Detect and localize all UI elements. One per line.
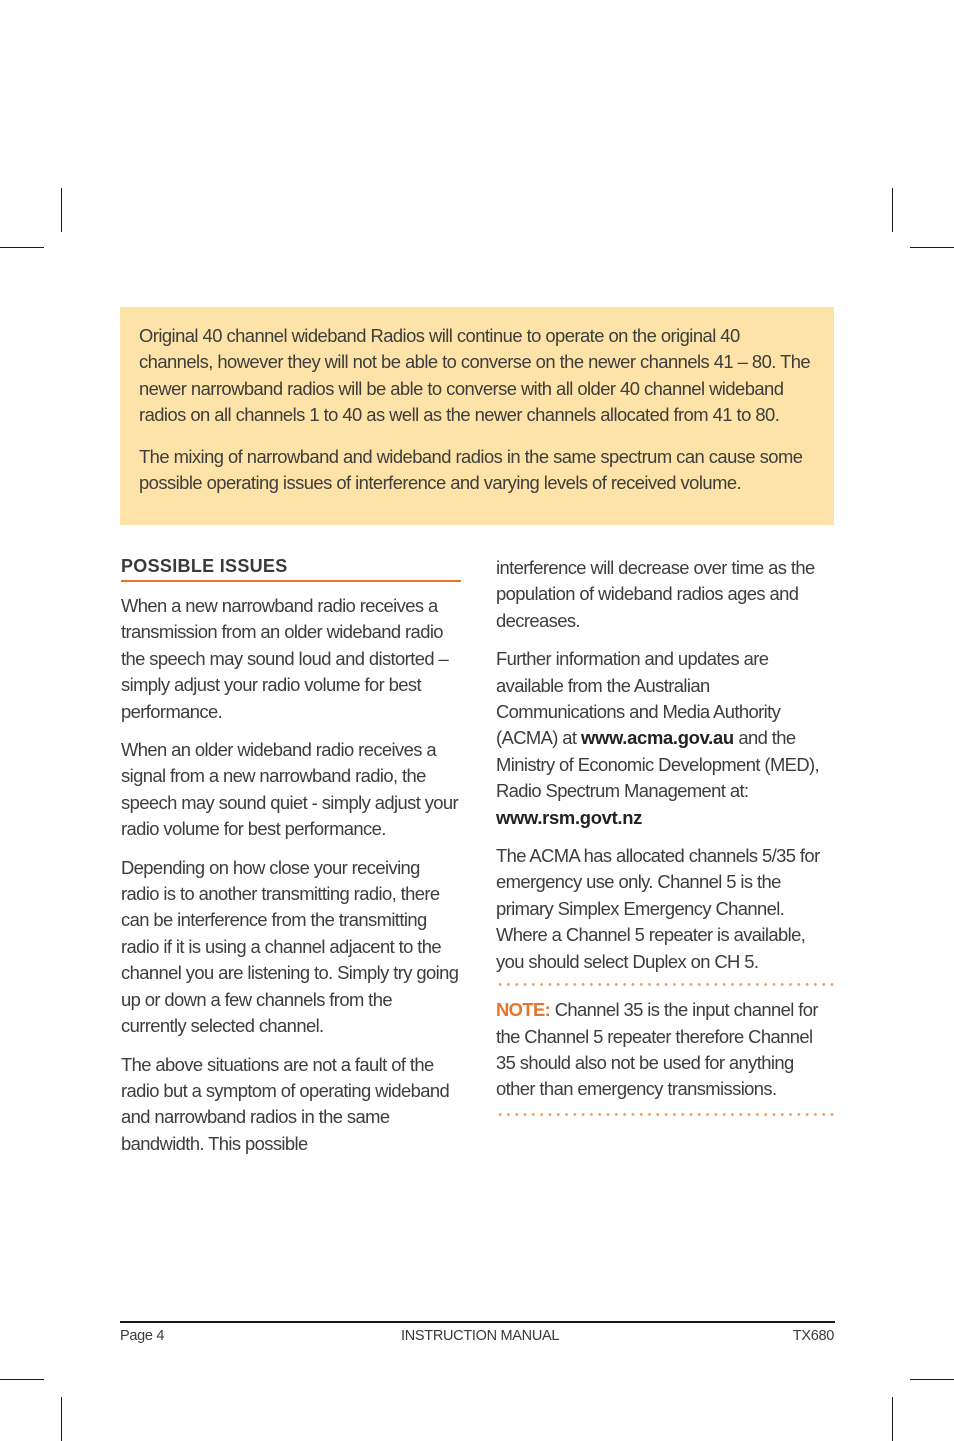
further-info-paragraph [496, 646, 836, 831]
info-highlight-box [120, 307, 834, 525]
note-label: NOTE: [496, 999, 551, 1021]
body-paragraph: When a new narrowband radio receives a transmission from an older wideband radio the speech may sound loud and distorted – simply adjust your radio volume for best performance. [121, 595, 449, 722]
section-heading: POSSIBLE ISSUES [121, 555, 461, 582]
crop-mark-bottom-right-h [910, 1379, 954, 1380]
footer-rule [120, 1321, 835, 1323]
right-column [496, 555, 836, 1116]
crop-mark-top-right-h [910, 247, 954, 248]
crop-mark-bottom-left-h [0, 1379, 44, 1380]
crop-mark-bottom-right-v [892, 1397, 893, 1441]
footer-title: INSTRUCTION MANUAL [401, 1328, 560, 1344]
left-column [121, 555, 461, 1169]
footer-page-number: Page 4 [120, 1328, 165, 1344]
note-callout [496, 997, 836, 1103]
crop-mark-top-left-v [61, 188, 62, 232]
body-paragraph: The above situations are not a fault of the radio but a symptom of operating wideband and narrowband radios in the same bandwidth. This possible [121, 1053, 450, 1154]
continued-paragraph: interference will decrease over time as the population of wideband radios ages and decreases. [496, 557, 815, 631]
footer-model: TX680 [792, 1328, 834, 1344]
note-text: Channel 35 is the input channel for the Channel 5 repeater therefore Channel 35 should also not be used for anything other than emergency transmissions. [496, 999, 818, 1100]
crop-mark-bottom-left-v [61, 1397, 62, 1441]
info-paragraph: Original 40 channel wideband Radios will continue to operate on the original 40 channels, however they will not be able to converse on the newer channels 41 – 80. The newer narrowband radios will be able to converse with all older 40 channel wideband radios on all channels 1 to 40 as well as the newer channels allocated from 41 to 80. [139, 325, 811, 426]
rsm-website-link[interactable]: www.rsm.govt.nz [496, 806, 643, 828]
body-paragraph: Depending on how close your receiving radio is to another transmitting radio, there can be interference from the transmitting radio if it is using a channel adjacent to the channel you are listening to. Simply try going up or down a few channels from the currently selected channel. [121, 856, 459, 1037]
dotted-divider [496, 1113, 836, 1116]
crop-mark-top-right-v [892, 188, 893, 232]
acma-website-link[interactable]: www.acma.gov.au [580, 727, 734, 749]
further-info-text: and the Ministry of Economic Development (MED), Radio Spectrum Management at: [496, 727, 820, 802]
crop-mark-top-left-h [0, 247, 44, 248]
body-paragraph: When an older wideband radio receives a signal from a new narrowband radio, the speech may sound quiet - simply adjust your radio volume for best performance. [121, 739, 459, 840]
further-info-text: Further information and updates are available from the Australian Communications and Media Authority (ACMA) at [496, 648, 781, 749]
acma-emergency-paragraph: The ACMA has allocated channels 5/35 for emergency use only. Channel 5 is the primary Simplex Emergency Channel. Where a Channel 5 repeater is available, you should select Duplex on CH 5. [496, 845, 820, 972]
info-paragraph: The mixing of narrowband and wideband radios in the same spectrum can cause some possible operating issues of interference and varying levels of received volume. [139, 445, 803, 494]
dotted-divider [496, 983, 836, 986]
